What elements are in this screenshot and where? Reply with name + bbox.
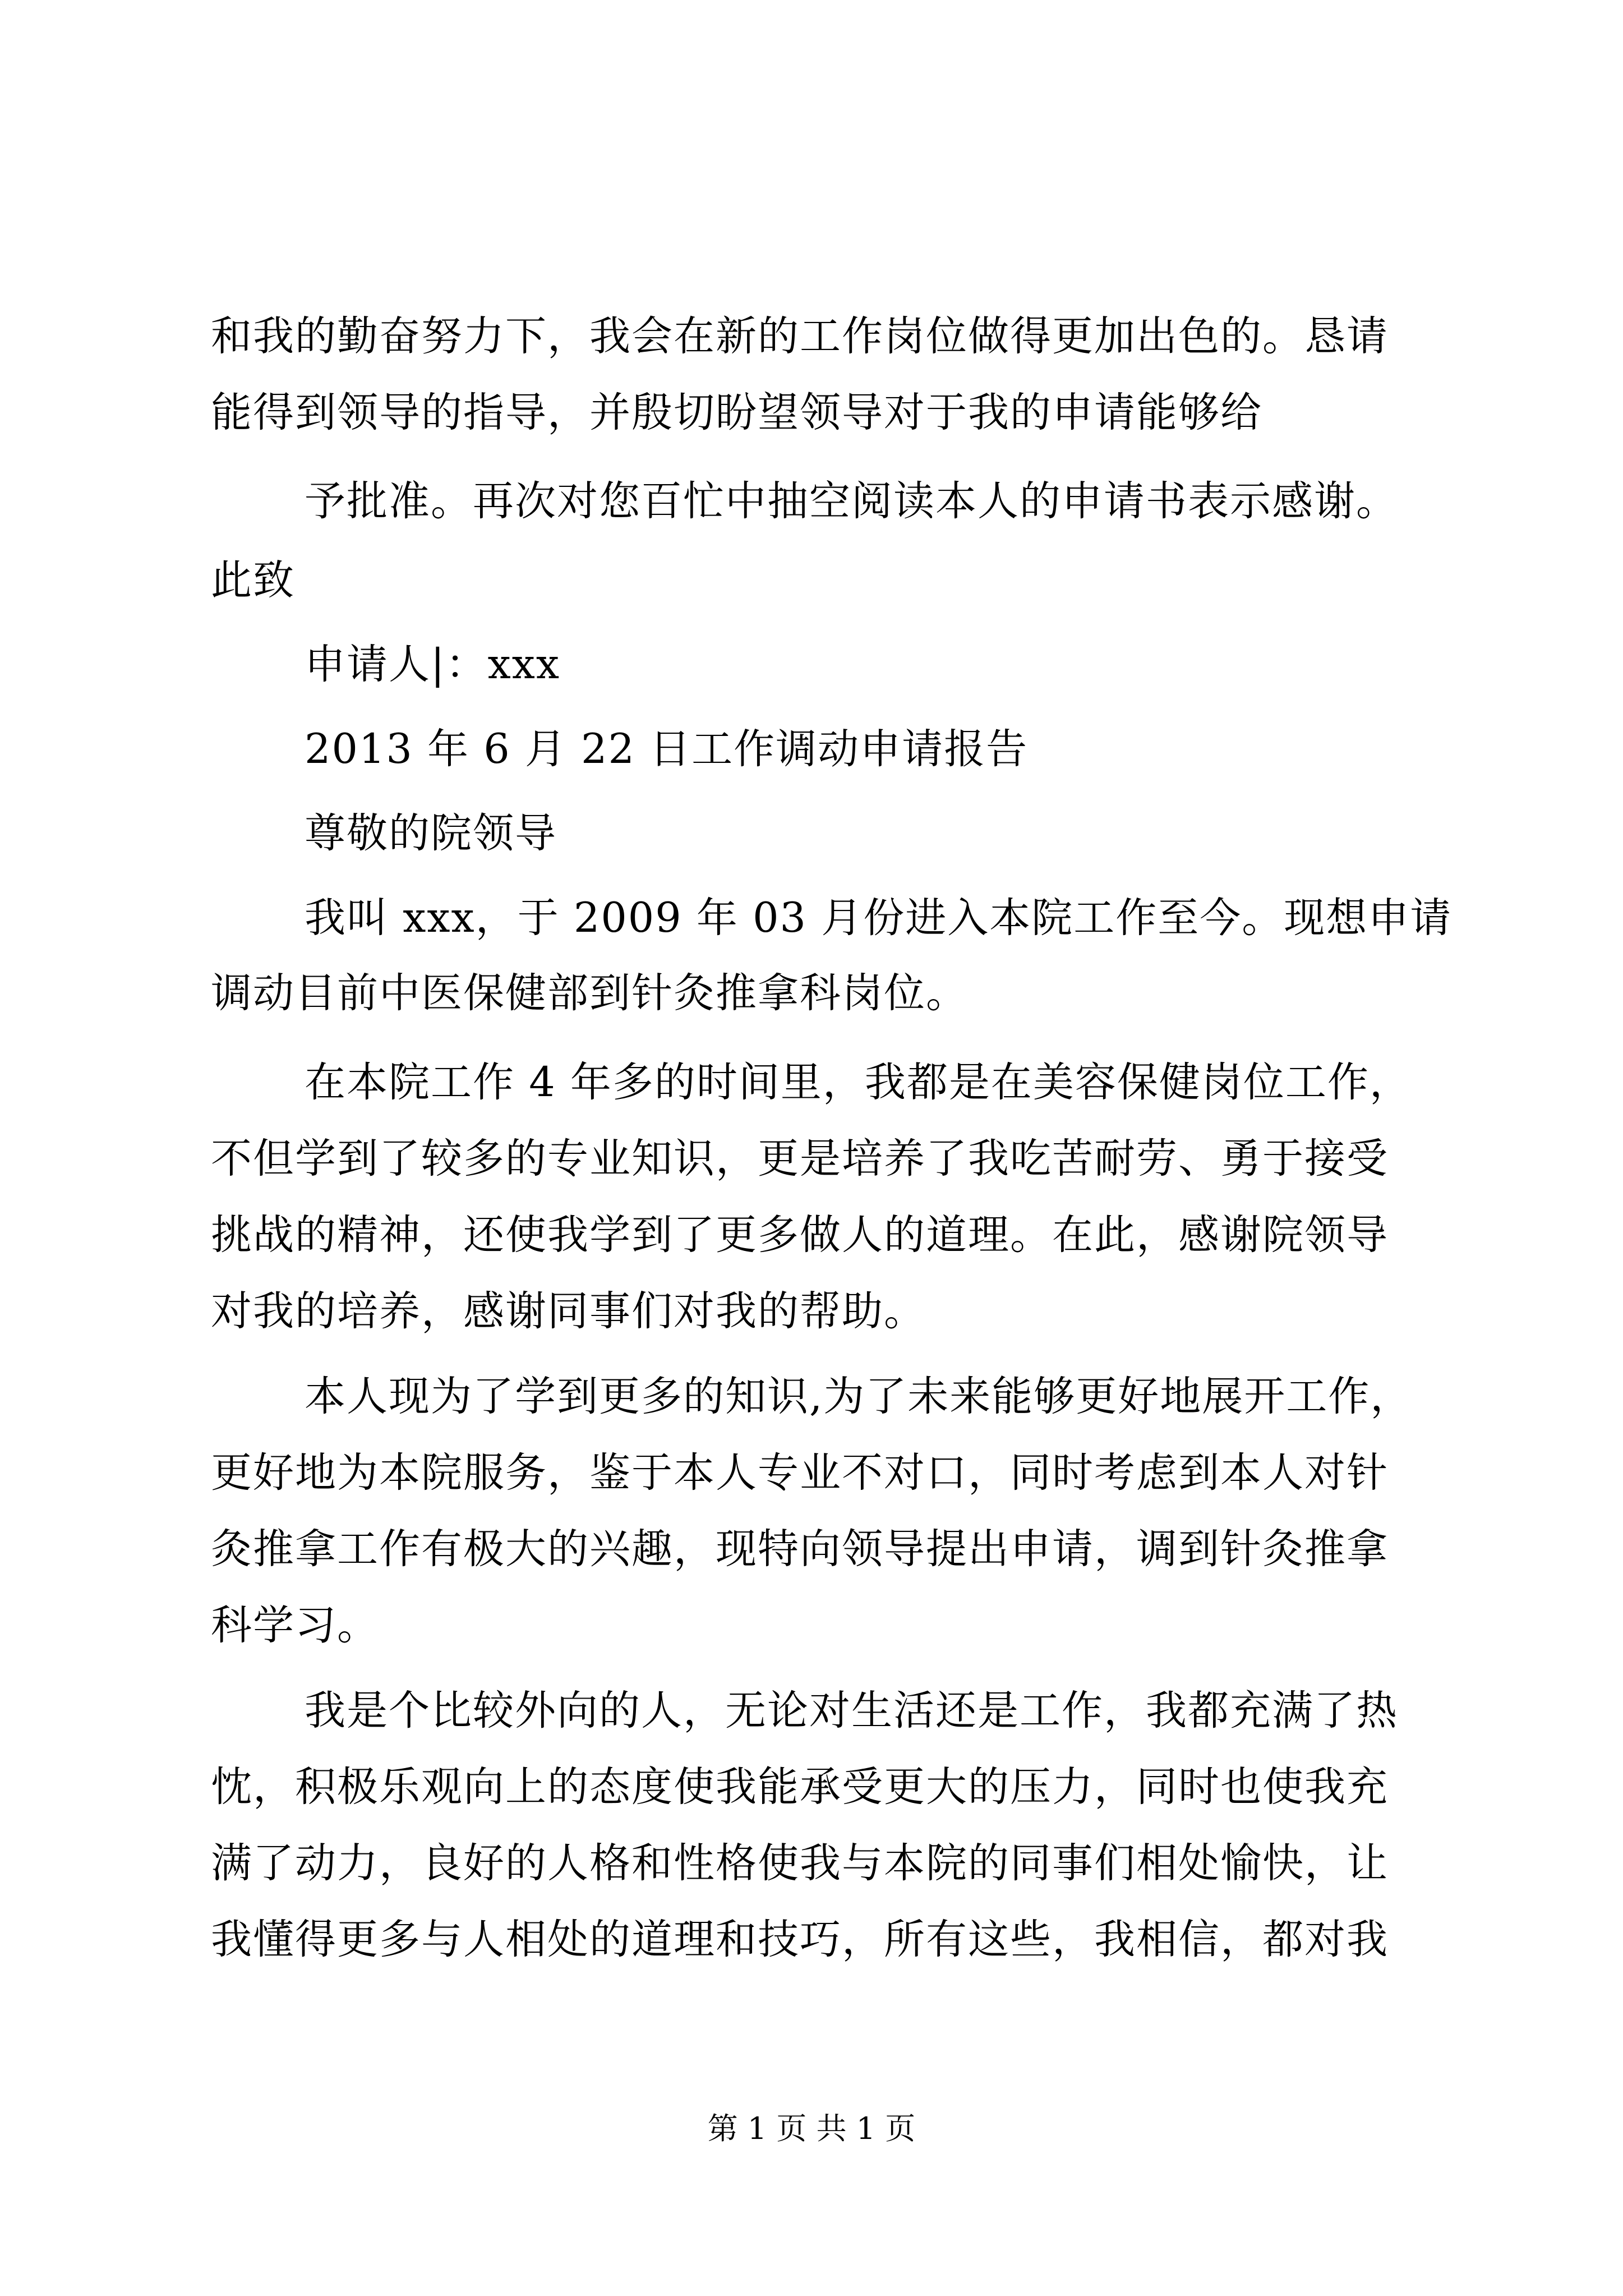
text-line: 尊敬的院领导: [305, 809, 557, 857]
text-line: 不但学到了较多的专业知识，更是培养了我吃苦耐劳、勇于接受: [211, 1135, 1389, 1182]
text-line: 满了动力，良好的人格和性格使我与本院的同事们相处愉快，让: [211, 1839, 1389, 1887]
text-line: 2013 年 6 月 22 日工作调动申请报告: [305, 725, 1029, 773]
text-line: 和我的勤奋努力下，我会在新的工作岗位做得更加出色的。恳请: [211, 312, 1389, 360]
text-line: 挑战的精神，还使我学到了更多做人的道理。在此，感谢院领导: [211, 1211, 1389, 1259]
text-line: 我是个比较外向的人，无论对生活还是工作，我都充满了热: [305, 1687, 1398, 1734]
text-line: 我叫 xxx，于 2009 年 03 月份进入本院工作至今。现想申请: [305, 894, 1453, 942]
text-line: 调动目前中医保健部到针灸推拿科岗位。: [211, 969, 968, 1017]
text-line: 更好地为本院服务，鉴于本人专业不对口，同时考虑到本人对针: [211, 1449, 1389, 1497]
text-line: 我懂得更多与人相处的道理和技巧，所有这些，我相信，都对我: [211, 1916, 1389, 1963]
text-line: 灸推拿工作有极大的兴趣，现特向领导提出申请，调到针灸推拿: [211, 1525, 1389, 1573]
text-line: 能得到领导的指导，并殷切盼望领导对于我的申请能够给: [211, 389, 1262, 436]
text-line: 对我的培养，感谢同事们对我的帮助。: [211, 1287, 926, 1335]
text-line: 本人现为了学到更多的知识,为了未来能够更好地展开工作，: [305, 1373, 1413, 1420]
text-line: 予批准。再次对您百忙中抽空阅读本人的申请书表示感谢。: [305, 477, 1398, 525]
text-line: 此致: [211, 556, 295, 604]
text-line: 忱，积极乐观向上的态度使我能承受更大的压力，同时也使我充: [211, 1763, 1389, 1811]
text-line: 科学习。: [211, 1602, 379, 1649]
page-footer: 第 1 页 共 1 页: [707, 2111, 916, 2146]
text-line: 申请人|：xxx: [305, 641, 561, 688]
text-line: 在本院工作 4 年多的时间里，我都是在美容保健岗位工作，: [305, 1059, 1412, 1106]
